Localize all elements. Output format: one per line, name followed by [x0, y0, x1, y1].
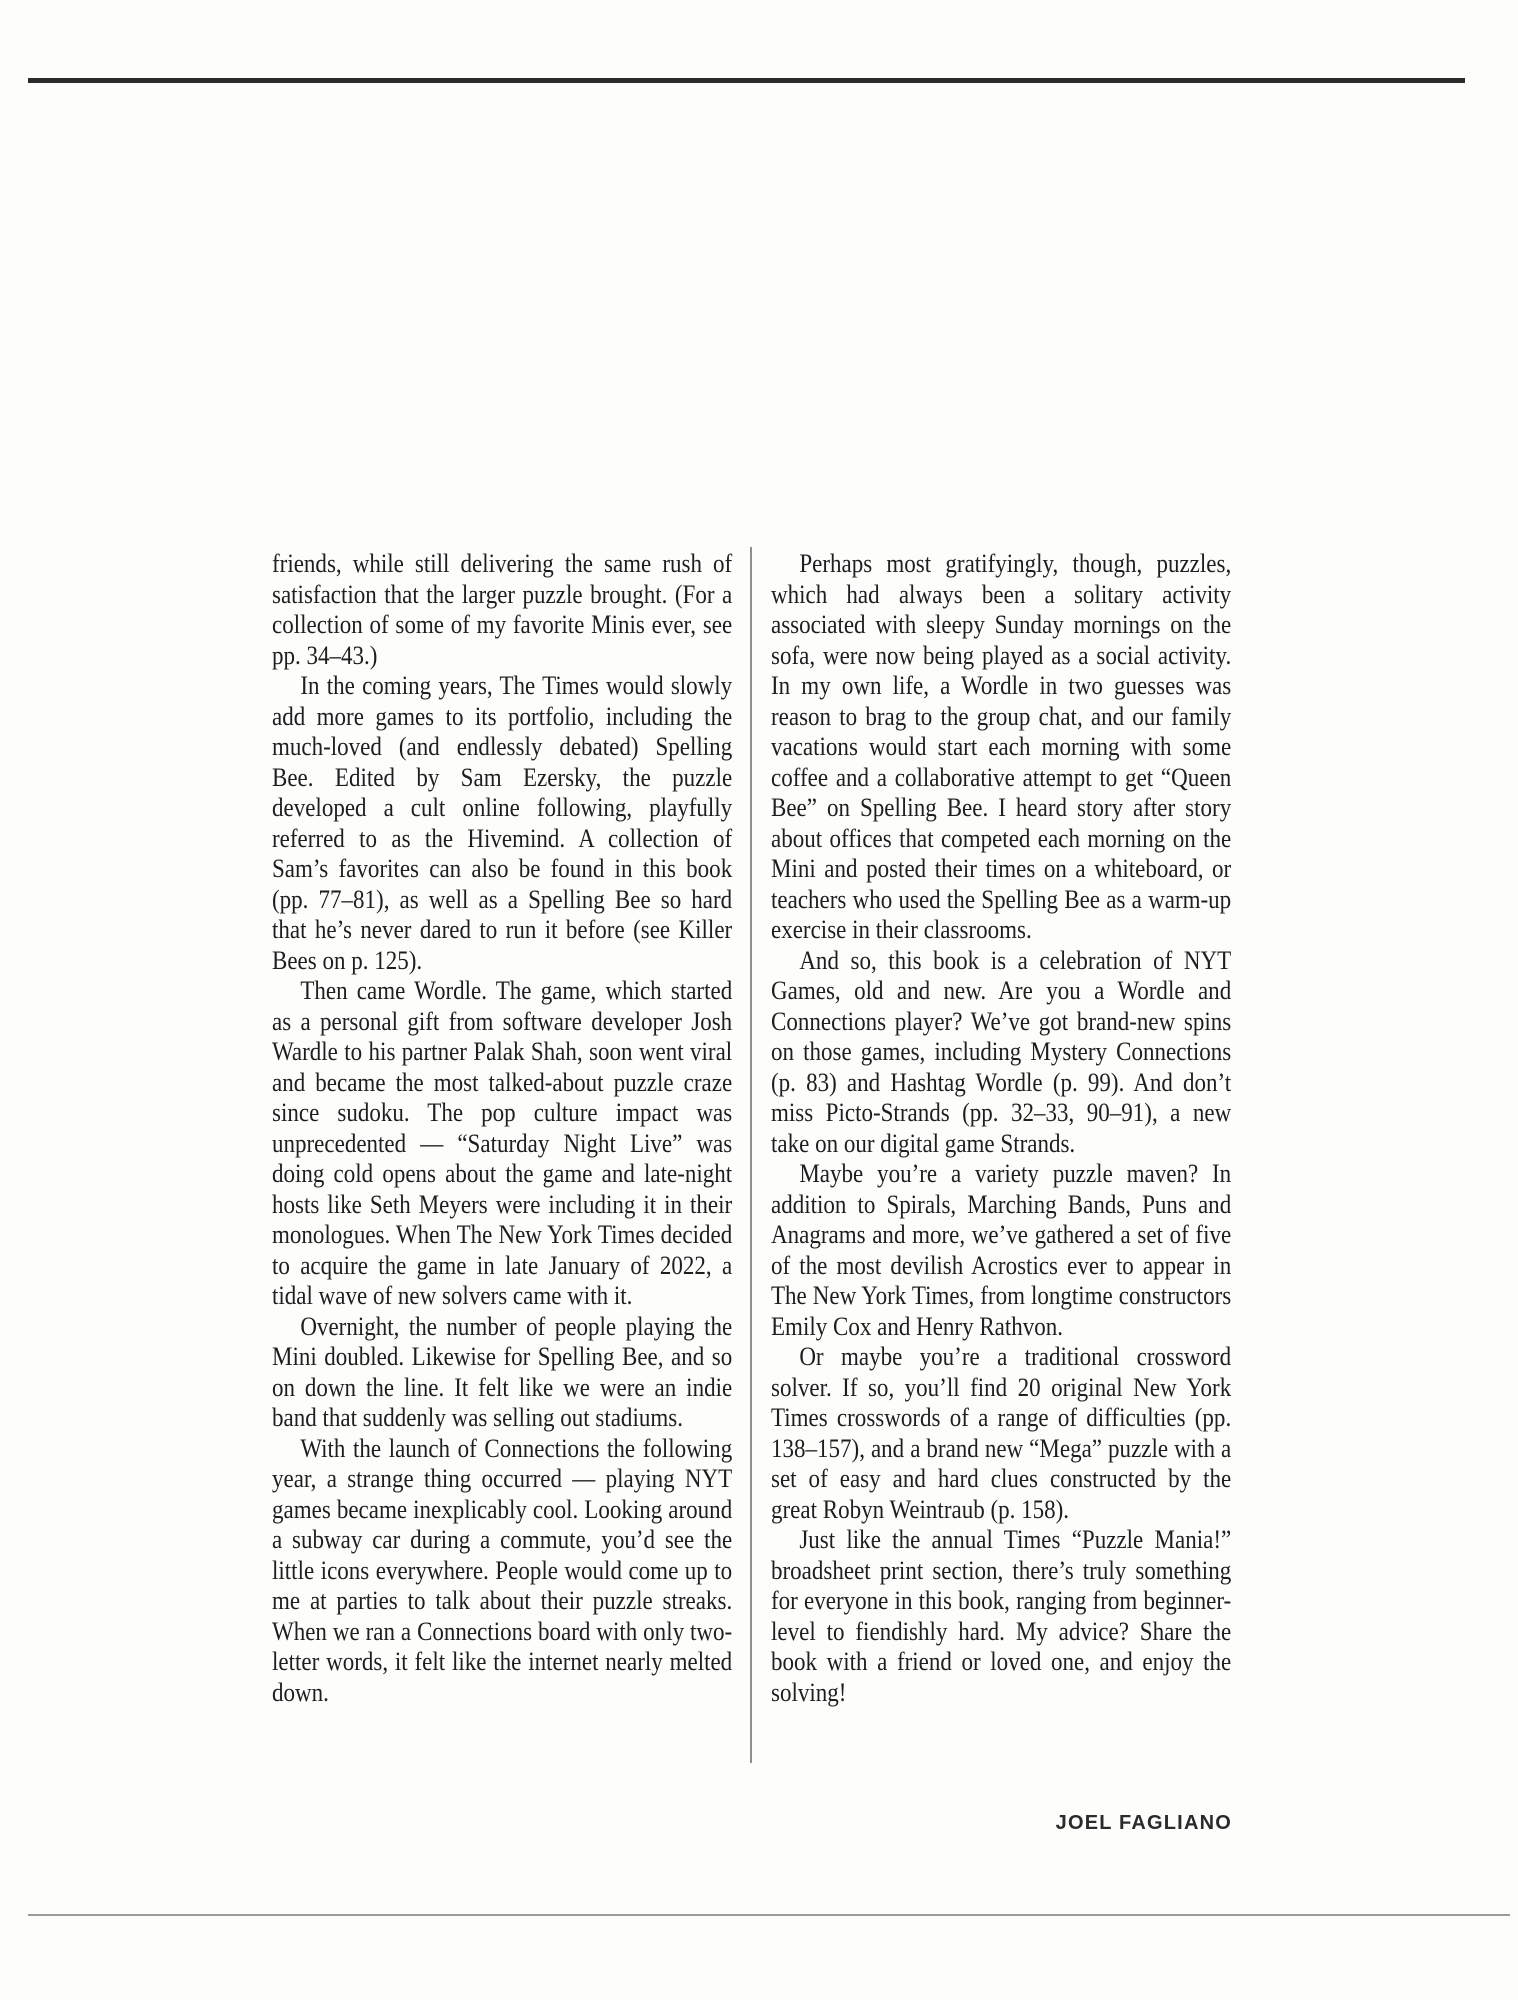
paragraph: friends, while still delivering the same rush of satisfaction that the larger puzzle brought. (For a collection of some of my favorite Minis ever, see pp. 34–43.)	[272, 549, 733, 670]
paragraph: Maybe you’re a variety puzzle maven? In addition to Spirals, Marching Bands, Puns and Anagrams and more, we’ve gathered a set of five of the most devilish Acrostics ever to appear in The New York Times, from longtime constructors Emily Cox and Henry Rathvon.	[771, 1159, 1232, 1341]
paragraph: Then came Wordle. The game, which started as a personal gift from software developer Josh Wardle to his partner Palak Shah, soon went viral and became the most talked-about puzzle craze since sudoku. The pop culture impact was unprecedented — “Saturday Night Live” was doing cold opens about the game and late-night hosts like Seth Meyers were including it in their monologues. When The New York Times decided to acquire the game in late January of 2022, a tidal wave of new solvers came with it.	[272, 976, 733, 1310]
top-rule	[28, 78, 1465, 83]
column-divider-rule	[750, 547, 752, 1763]
right-text-column	[771, 549, 1231, 1708]
paragraph: Perhaps most gratifyingly, though, puzzles, which had always been a solitary activity associated with sleepy Sunday mornings on the sofa, were now being played as a social activity. In my own life, a Wordle in two guesses was reason to brag to the group chat, and our family vacations would start each morning with some coffee and a collaborative attempt to get “Queen Bee” on Spelling Bee. I heard story after story about offices that competed each morning on the Mini and posted their times on a whiteboard, or teachers who used the Spelling Bee as a warm-up exercise in their classrooms.	[771, 549, 1232, 944]
paragraph: And so, this book is a celebration of NYT Games, old and new. Are you a Wordle and Connections player? We’ve got brand-new spins on those games, including Mystery Connections (p. 83) and Hashtag Wordle (p. 99). And don’t miss Picto-Strands (pp. 32–33, 90–91), a new take on our digital game Strands.	[771, 945, 1232, 1158]
bottom-rule	[28, 1914, 1510, 1916]
paragraph: Just like the annual Times “Puzzle Mania!” broadsheet print section, there’s truly something for everyone in this book, ranging from beginner-level to fiendishly hard. My advice? Share the book with a friend or loved one, and enjoy the solving!	[771, 1525, 1232, 1707]
paragraph: Overnight, the number of people playing the Mini doubled. Likewise for Spelling Bee, and so on down the line. It felt like we were an indie band that suddenly was selling out stadiums.	[272, 1311, 733, 1432]
paragraph: With the launch of Connections the following year, a strange thing occurred — playing NYT games became inexplicably cool. Looking around a subway car during a commute, you’d see the little icons everywhere. People would come up to me at parties to talk about their puzzle streaks. When we ran a Connections board with only two-letter words, it felt like the internet nearly melted down.	[272, 1433, 733, 1707]
author-byline: JOEL FAGLIANO	[1055, 1812, 1232, 1834]
paragraph: Or maybe you’re a traditional crossword solver. If so, you’ll find 20 original New York Times crosswords of a range of difficulties (pp. 138–157), and a brand new “Mega” puzzle with a set of easy and hard clues constructed by the great Robyn Weintraub (p. 158).	[771, 1342, 1232, 1524]
left-text-column	[272, 549, 732, 1708]
paragraph: In the coming years, The Times would slowly add more games to its portfolio, including the much-loved (and endlessly debated) Spelling Bee. Edited by Sam Ezersky, the puzzle developed a cult online following, playfully referred to as the Hivemind. A collection of Sam’s favorites can also be found in this book (pp. 77–81), as well as a Spelling Bee so hard that he’s never dared to run it before (see Killer Bees on p. 125).	[272, 671, 733, 975]
